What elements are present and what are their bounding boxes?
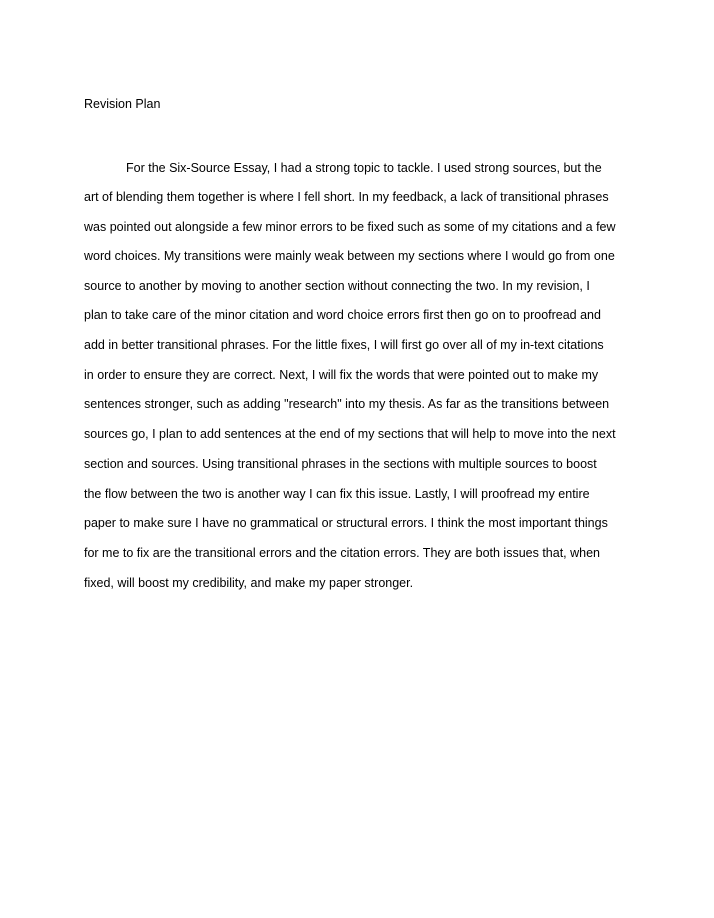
paragraph-line: For the Six-Source Essay, I had a strong topic to tackle. I used strong sources, but the bbox=[126, 161, 602, 175]
paragraph-line: in order to ensure they are correct. Next, I will fix the words that were pointed out to make my bbox=[84, 368, 599, 382]
paragraph-line: fixed, will boost my credibility, and make my paper stronger. bbox=[84, 576, 414, 590]
paragraph-line: sources go, I plan to add sentences at the end of my sections that will help to move into the next bbox=[84, 427, 616, 441]
paragraph-line: paper to make sure I have no grammatical or structural errors. I think the most important things bbox=[84, 516, 608, 530]
paragraph-line: art of blending them together is where I fell short. In my feedback, a lack of transitional phrases bbox=[84, 190, 609, 204]
paragraph-line: plan to take care of the minor citation and word choice errors first then go on to proofread and bbox=[84, 308, 601, 322]
paragraph-line: word choices. My transitions were mainly weak between my sections where I would go from one bbox=[84, 249, 615, 263]
paragraph-line: was pointed out alongside a few minor errors to be fixed such as some of my citations and a few bbox=[84, 220, 616, 234]
paragraph-line: the flow between the two is another way I can fix this issue. Lastly, I will proofread my entire bbox=[84, 487, 590, 501]
paragraph-line: source to another by moving to another section without connecting the two. In my revision, I bbox=[84, 279, 590, 293]
paragraph-line: section and sources. Using transitional phrases in the sections with multiple sources to boost bbox=[84, 457, 597, 471]
paragraph-line: for me to fix are the transitional errors and the citation errors. They are both issues that, when bbox=[84, 546, 600, 560]
paragraph-line: sentences stronger, such as adding "research" into my thesis. As far as the transitions between bbox=[84, 397, 610, 411]
document-title: Revision Plan bbox=[84, 97, 161, 111]
paragraph-line: add in better transitional phrases. For the little fixes, I will first go over all of my in-text citations bbox=[84, 338, 604, 352]
